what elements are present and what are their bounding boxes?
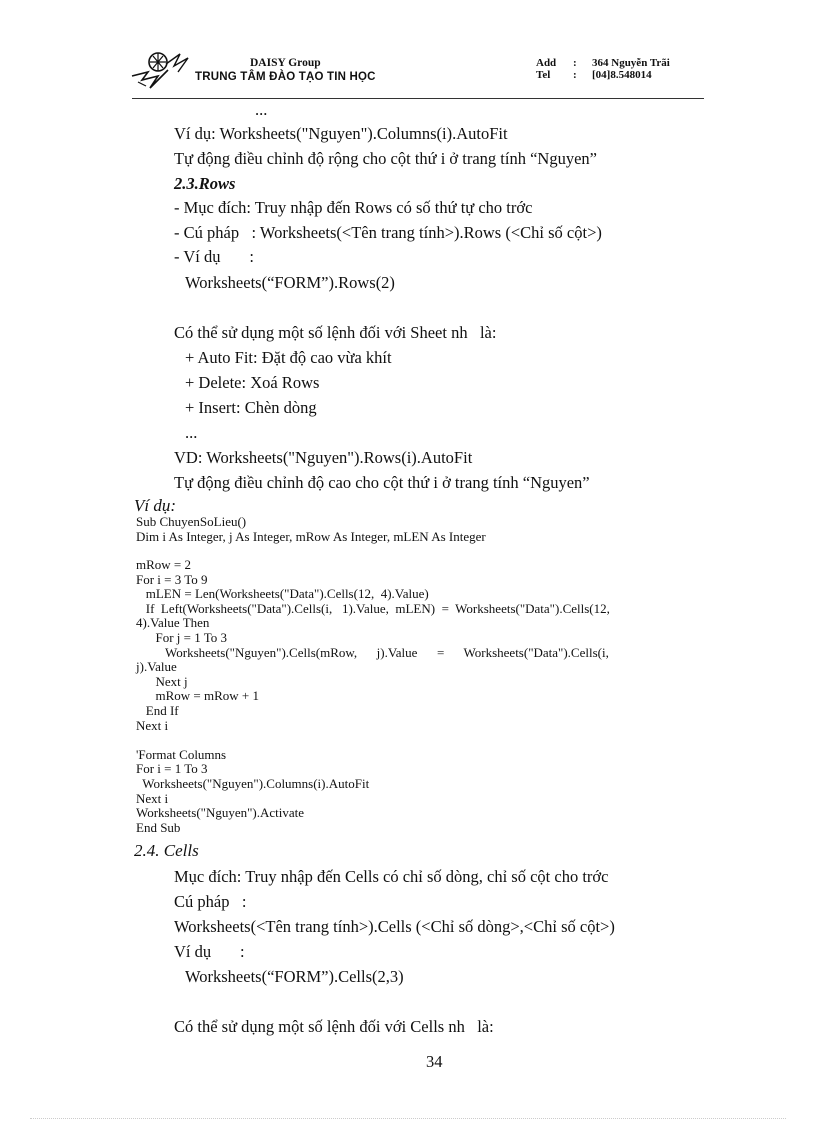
tel-sep: : bbox=[573, 69, 577, 81]
text-line: Worksheets(“FORM”).Rows(2) bbox=[185, 273, 395, 292]
code-comment: 'Format Columns bbox=[136, 747, 227, 762]
code-line: If Left(Worksheets("Data").Cells(i, 1).Value, mLEN) = Worksheets("Data").Cells(12, bbox=[136, 601, 610, 616]
text-line: - Mục đích: Truy nhập đến Rows có số thứ tự cho trớc bbox=[174, 198, 533, 217]
text-line: VD: Worksheets("Nguyen").Rows(i).AutoFit bbox=[174, 448, 473, 467]
company-name: DAISY Group bbox=[250, 57, 321, 69]
code-line: Sub ChuyenSoLieu() bbox=[136, 514, 247, 529]
code-line: Dim i As Integer, j As Integer, mRow As Integer, mLEN As Integer bbox=[136, 529, 486, 544]
ellipsis-line: ... bbox=[255, 100, 268, 119]
section-heading-rows: 2.3.Rows bbox=[174, 174, 236, 193]
text-line: Ví dụ: Worksheets("Nguyen").Columns(i).AutoFit bbox=[174, 124, 508, 143]
text-line: Tự động điều chỉnh độ rộng cho cột thứ i ở trang tính “Nguyen” bbox=[174, 149, 597, 168]
daisy-logo-icon bbox=[128, 50, 200, 90]
list-item: + Insert: Chèn dòng bbox=[185, 398, 317, 417]
code-line: For i = 3 To 9 bbox=[136, 572, 208, 587]
address-label: Add bbox=[536, 57, 557, 69]
text-line: Mục đích: Truy nhập đến Cells có chỉ số dòng, chỉ số cột cho trớc bbox=[174, 867, 609, 886]
text-line: Worksheets(“FORM”).Cells(2,3) bbox=[185, 967, 404, 986]
text-line: Có thể sử dụng một số lệnh đối với Sheet nh là: bbox=[174, 323, 497, 342]
code-line: Next j bbox=[136, 674, 188, 689]
section-heading-cells: 2.4. Cells bbox=[134, 841, 199, 860]
text-line: - Cú pháp : Worksheets(<Tên trang tính>).Rows (<Chỉ số cột>) bbox=[174, 223, 602, 242]
code-line: Worksheets("Nguyen").Activate bbox=[136, 805, 305, 820]
address-value: 364 Nguyễn Trãi bbox=[592, 57, 670, 69]
list-item: + Auto Fit: Đặt độ cao vừa khít bbox=[185, 348, 392, 367]
text-line: Có thể sử dụng một số lệnh đối với Cells nh là: bbox=[174, 1017, 494, 1036]
list-item: + Delete: Xoá Rows bbox=[185, 373, 320, 392]
code-line: Next i bbox=[136, 718, 169, 733]
training-center-name: TRUNG TÂM ĐÀO TẠO TIN HỌC bbox=[195, 71, 376, 83]
code-line: Next i bbox=[136, 791, 169, 806]
header-rule bbox=[132, 98, 704, 99]
ellipsis-line: ... bbox=[185, 423, 198, 442]
page-bottom-edge bbox=[30, 1118, 786, 1119]
tel-label: Tel bbox=[536, 69, 551, 81]
code-line: Worksheets("Nguyen").Cells(mRow, j).Value = Worksheets("Data").Cells(i, bbox=[136, 645, 609, 660]
address-sep: : bbox=[573, 57, 577, 69]
code-line: For i = 1 To 3 bbox=[136, 761, 208, 776]
text-line: - Ví dụ : bbox=[174, 247, 254, 266]
page-number: 34 bbox=[426, 1052, 443, 1071]
code-line: For j = 1 To 3 bbox=[136, 630, 228, 645]
code-line: End If bbox=[136, 703, 179, 718]
code-line: mRow = mRow + 1 bbox=[136, 688, 260, 703]
text-line: Tự động điều chỉnh độ cao cho cột thứ i ở trang tính “Nguyen” bbox=[174, 473, 590, 492]
code-line: mLEN = Len(Worksheets("Data").Cells(12, 4).Value) bbox=[136, 586, 429, 601]
tel-value: [04]8.548014 bbox=[592, 69, 652, 81]
text-line: Ví dụ : bbox=[174, 942, 245, 961]
code-line: mRow = 2 bbox=[136, 557, 192, 572]
code-line: j).Value bbox=[136, 659, 177, 674]
text-line: Cú pháp : bbox=[174, 892, 247, 911]
example-heading: Ví dụ: bbox=[134, 496, 177, 515]
text-line: Worksheets(<Tên trang tính>).Cells (<Chỉ số dòng>,<Chỉ số cột>) bbox=[174, 917, 615, 936]
code-line: Worksheets("Nguyen").Columns(i).AutoFit bbox=[136, 776, 370, 791]
code-line: End Sub bbox=[136, 820, 181, 835]
code-line: 4).Value Then bbox=[136, 615, 210, 630]
